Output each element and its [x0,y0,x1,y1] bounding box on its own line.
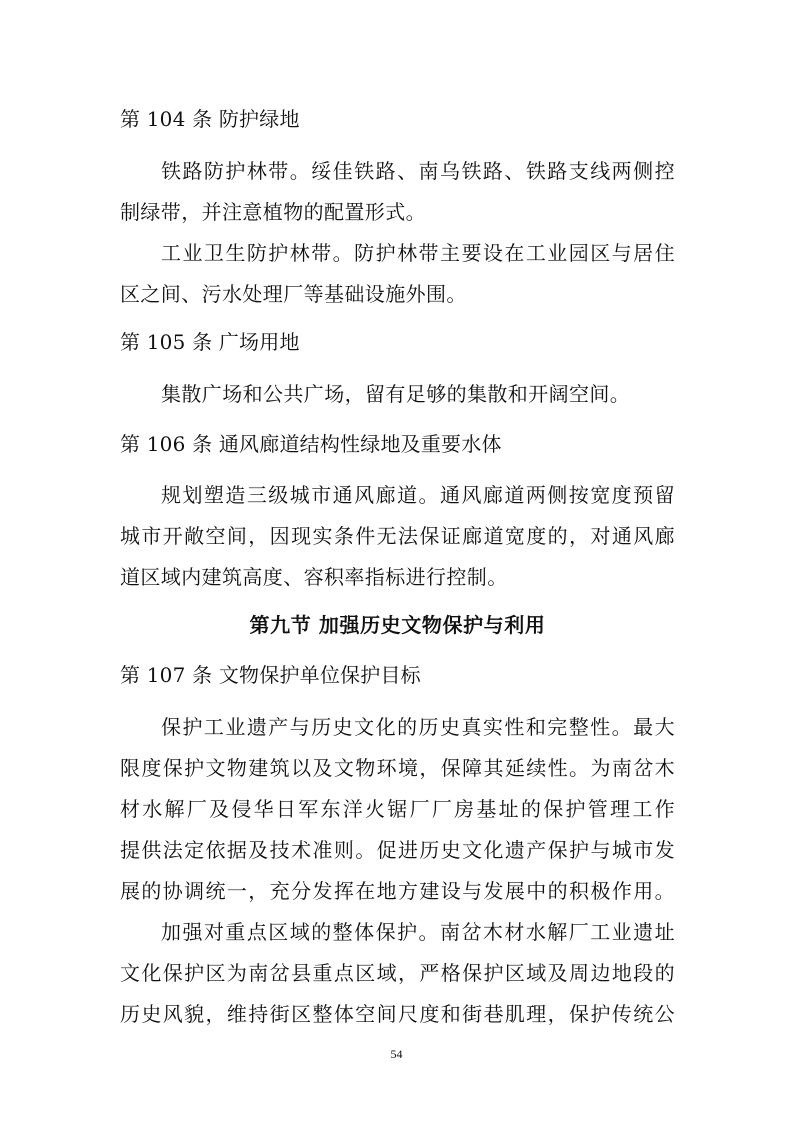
article-105-heading: 第 105 条 广场用地 [120,330,300,354]
article-107-paragraph-1-line-3: 材水解厂及侵华日军东洋火锯厂厂房基址的保护管理工作 [120,797,675,821]
article-104-heading: 第 104 条 防护绿地 [120,107,300,131]
article-104-paragraph-1-line-1: 铁路防护林带。绥佳铁路、南乌铁路、铁路支线两侧控 [161,159,675,183]
article-106-heading: 第 106 条 通风廊道结构性绿地及重要水体 [120,432,502,456]
article-107-paragraph-2-line-2: 文化保护区为南岔县重点区域，严格保护区域及周边地段的 [120,961,675,985]
article-105-paragraph-1-line-1: 集散广场和公共广场，留有足够的集散和开阔空间。 [161,382,631,406]
article-104-paragraph-2-line-1: 工业卫生防护林带。防护林带主要设在工业园区与居住 [161,241,675,265]
article-107-paragraph-1-line-4: 提供法定依据及技术准则。促进历史文化遗产保护与城市发 [120,838,675,862]
article-104-paragraph-2-line-2: 区之间、污水处理厂等基础设施外围。 [120,282,467,306]
article-107-paragraph-1-line-2: 限度保护文物建筑以及文物环境，保障其延续性。为南岔木 [120,756,675,780]
article-107-paragraph-2-line-3: 历史风貌，维持街区整体空间尺度和街巷肌理，保护传统公 [120,1002,675,1026]
article-106-paragraph-1-line-1: 规划塑造三级城市通风廊道。通风廊道两侧按宽度预留 [161,483,675,507]
page-number: 54 [390,1047,403,1061]
article-107-paragraph-1-line-5: 展的协调统一，充分发挥在地方建设与发展中的积极作用。 [120,879,675,903]
article-107-paragraph-2-line-1: 加强对重点区域的整体保护。南岔木材水解厂工业遗址 [161,920,675,944]
article-106-paragraph-1-line-3: 道区域内建筑高度、容积率指标进行控制。 [120,565,508,589]
section-title: 第九节 加强历史文物保护与利用 [249,613,546,637]
article-107-paragraph-1-line-1: 保护工业遗产与历史文化的历史真实性和完整性。最大 [161,715,675,739]
article-106-paragraph-1-line-2: 城市开敞空间，因现实条件无法保证廊道宽度的，对通风廊 [120,524,675,548]
article-104-paragraph-1-line-2: 制绿带，并注意植物的配置形式。 [120,200,426,224]
article-107-heading: 第 107 条 文物保护单位保护目标 [120,663,421,687]
